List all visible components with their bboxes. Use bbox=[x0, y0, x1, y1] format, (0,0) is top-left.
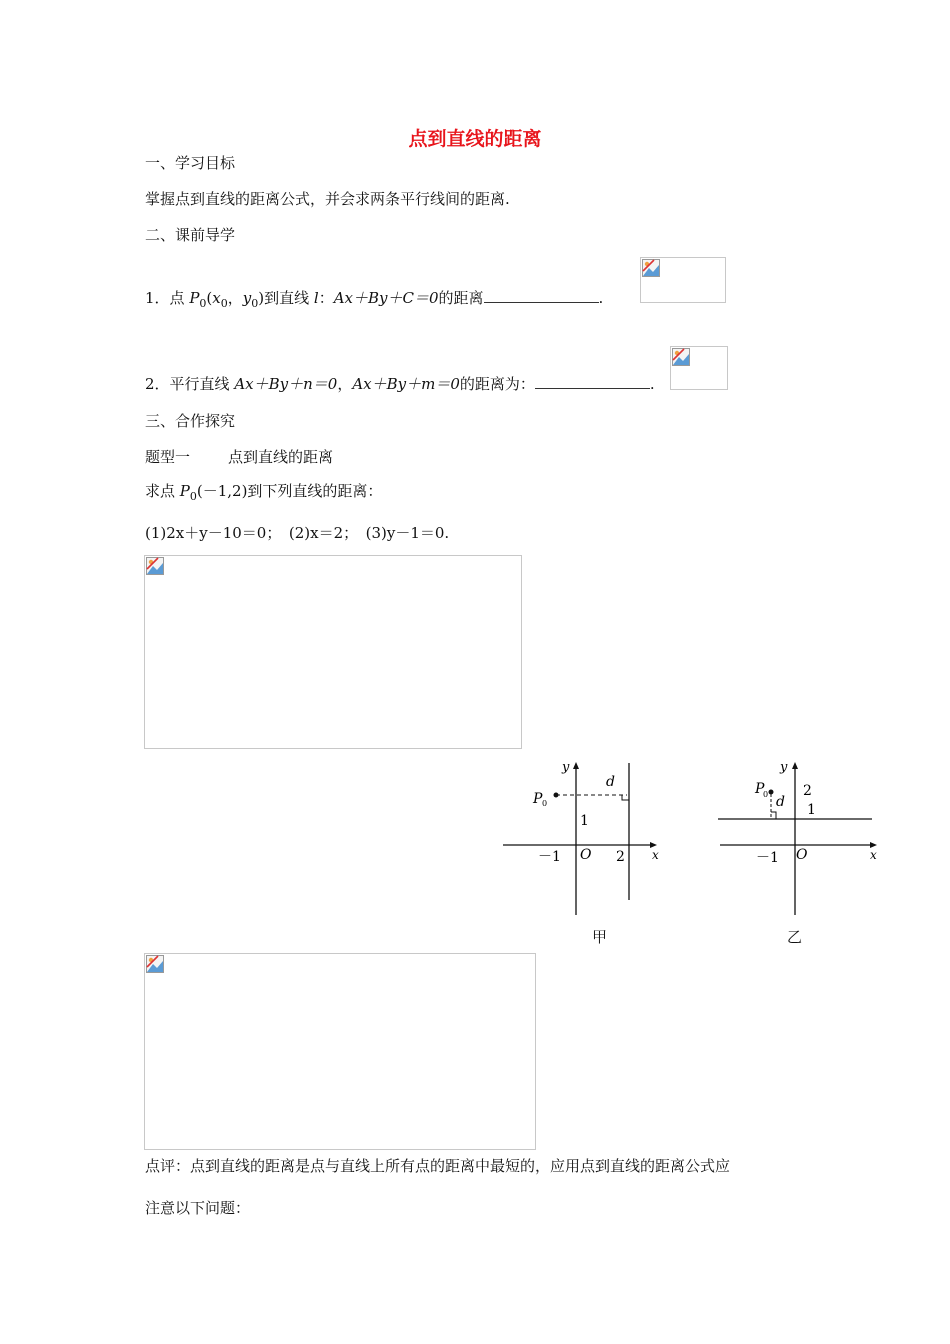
label-two: 2 bbox=[616, 849, 625, 865]
broken-image-icon bbox=[642, 259, 660, 277]
question-1: 1．点 $P_0(x_0$，$y_0$)到直线 l：Ax＋By＋C＝0的距离 . bbox=[145, 289, 604, 310]
label-y: y bbox=[562, 760, 570, 775]
section-heading-explore: 三、合作探究 bbox=[145, 412, 236, 430]
label-p: P bbox=[533, 791, 543, 807]
broken-image-icon bbox=[146, 557, 164, 575]
figure-caption-jia: 甲 bbox=[592, 928, 608, 946]
broken-image-icon bbox=[672, 348, 690, 366]
label-p: P bbox=[755, 781, 765, 797]
right-angle-mark bbox=[622, 795, 629, 800]
problem-statement: 求点 $P_0(-1,2)$到下列直线的距离： bbox=[145, 482, 383, 503]
figure-caption-yi: 乙 bbox=[787, 928, 803, 946]
question-2: 2．平行直线 Ax＋By＋n＝0，Ax＋By＋m＝0的距离为： . bbox=[145, 375, 655, 393]
problem-parts: (1)2x＋y－10＝0； (2)x＝2； (3)y－1＝0. bbox=[145, 524, 450, 542]
label-p-sub: 0 bbox=[542, 799, 548, 808]
label-x: x bbox=[870, 848, 877, 862]
answer-blank-2[interactable] bbox=[535, 374, 650, 389]
label-d: d bbox=[606, 774, 615, 790]
goal-text: 掌握点到直线的距离公式，并会求两条平行线间的距离. bbox=[145, 190, 510, 208]
solution-image-1 bbox=[144, 555, 522, 749]
label-origin: O bbox=[580, 847, 592, 863]
label-neg1: －1 bbox=[538, 849, 561, 865]
label-d: d bbox=[776, 794, 785, 810]
label-two: 2 bbox=[803, 783, 812, 799]
label-x: x bbox=[652, 848, 659, 862]
label-one: 1 bbox=[580, 813, 589, 829]
section-heading-preview: 二、课前导学 bbox=[145, 226, 236, 244]
formula-image-1 bbox=[640, 257, 726, 303]
label-p-sub: 0 bbox=[763, 790, 769, 799]
broken-image-icon bbox=[146, 955, 164, 973]
formula-image-2 bbox=[670, 346, 728, 390]
label-one: 1 bbox=[807, 802, 816, 818]
point-p0 bbox=[554, 793, 559, 798]
comment-line-2: 注意以下问题： bbox=[145, 1199, 251, 1217]
comment-line-1: 点评：点到直线的距离是点与直线上所有点的距离中最短的，应用点到直线的距离公式应 bbox=[145, 1157, 731, 1175]
answer-blank-1[interactable] bbox=[484, 288, 599, 303]
type-label: 题型一 bbox=[145, 448, 191, 466]
section-heading-goals: 一、学习目标 bbox=[145, 154, 236, 172]
label-y: y bbox=[780, 760, 788, 775]
point-p0 bbox=[769, 790, 774, 795]
solution-image-2 bbox=[144, 953, 536, 1150]
type-title: 点到直线的距离 bbox=[228, 448, 334, 466]
figure-yi bbox=[715, 755, 890, 920]
right-angle-mark bbox=[771, 812, 776, 819]
page-title: 点到直线的距离 bbox=[408, 128, 542, 150]
label-origin: O bbox=[796, 847, 808, 863]
label-neg1: －1 bbox=[756, 850, 779, 866]
figure-jia bbox=[500, 755, 670, 920]
